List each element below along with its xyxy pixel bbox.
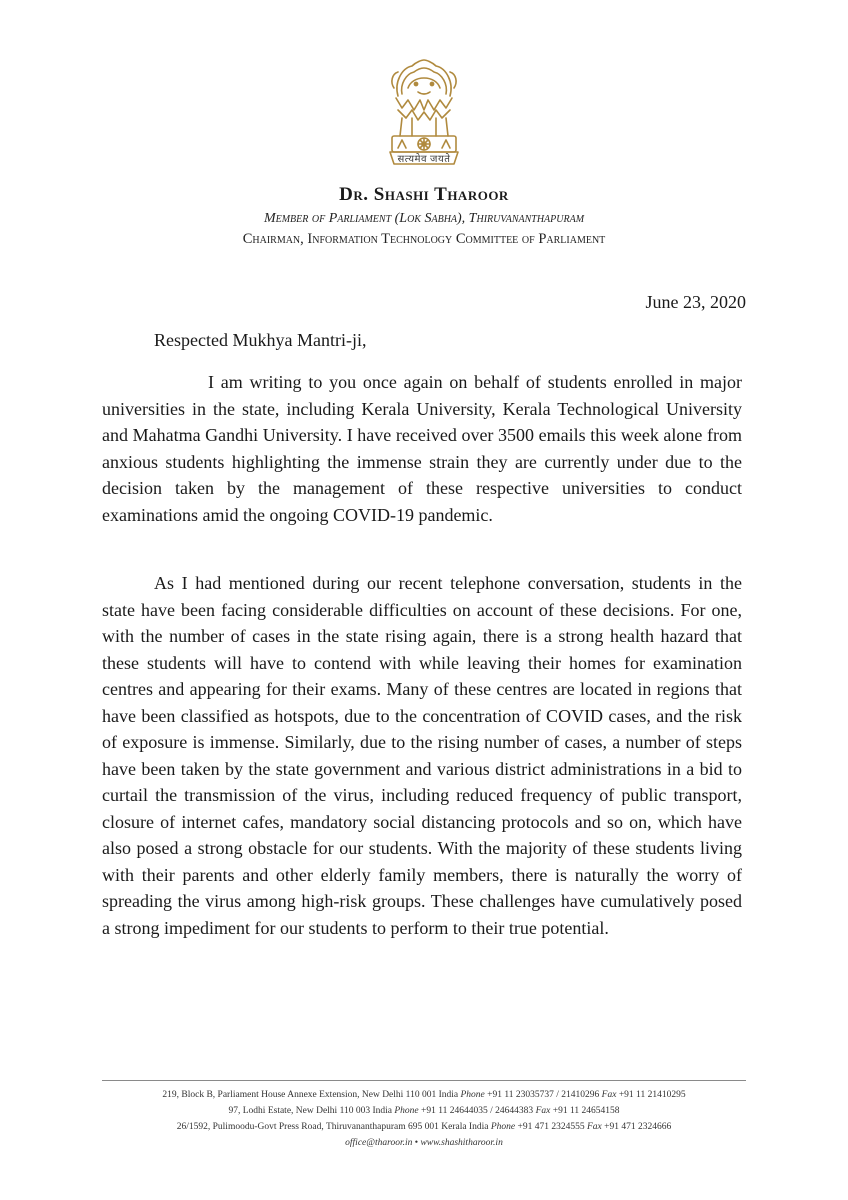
fax-number: +91 471 2324666	[604, 1122, 672, 1132]
website-link[interactable]: www.shashitharoor.in	[420, 1138, 503, 1148]
phone-number: +91 11 23035737 / 21410296	[487, 1090, 600, 1100]
phone-number: +91 11 24644035 / 24644383	[421, 1106, 534, 1116]
footer-line-delhi-office	[60, 1087, 788, 1103]
fax-label: Fax	[535, 1106, 551, 1116]
sender-title-line-1: Member of Parliament (Lok Sabha), Thiruvananthapuram	[263, 211, 585, 226]
fax-label: Fax	[601, 1090, 617, 1100]
footer-line-web	[60, 1135, 788, 1151]
footer-line-thiruvananthapuram	[60, 1119, 788, 1135]
phone-number: +91 471 2324555	[517, 1122, 585, 1132]
phone-label: Phone	[490, 1122, 516, 1132]
footer-divider	[102, 1080, 746, 1081]
fax-number: +91 11 24654158	[552, 1106, 620, 1116]
fax-number: +91 11 21410295	[618, 1090, 686, 1100]
body-paragraph-2: As I had mentioned during our recent telephone conversation, students in the state have been facing considerable difficulties on account of these decisions. For one, with the number of cases in the state rising again, there is a strong health hazard that these students will have to contend with while leaving their homes for examination centres and appearing for their exams. Many of these centres are located in regions that have been classified as hotspots, due to the concentration of COVID cases, and the risk of exposure is immense. Similarly, due to the rising number of cases, a number of steps have been taken by the state government and various district administrations in a bid to curtail the transmission of the virus, including reduced frequency of public transport, closure of internet cafes, mandatory social distancing protocols and so on, which have also posed a strong obstacle for our students. With the majority of these students living with their parents and other elderly family members, there is naturally the worry of spreading the virus among high-risk groups. These challenges have cumulatively posed a strong impediment for our students to perform to their true potential.	[102, 573, 742, 938]
footer-line-lodhi-estate	[60, 1103, 788, 1119]
phone-label: Phone	[460, 1090, 485, 1100]
salutation: Respected Mukhya Mantri-ji,	[154, 330, 367, 350]
separator: •	[414, 1138, 419, 1148]
address: 97, Lodhi Estate, New Delhi 110 003 India	[228, 1106, 392, 1116]
sender-name: Dr. Shashi Tharoor	[339, 184, 509, 205]
address: 219, Block B, Parliament House Annexe Extension, New Delhi 110 001 India	[162, 1090, 459, 1100]
address: 26/1592, Pulimoodu-Govt Press Road, Thiruvananthapuram 695 001 Kerala India	[176, 1122, 489, 1132]
phone-label: Phone	[394, 1106, 419, 1116]
fax-label: Fax	[586, 1122, 602, 1132]
letter-date: June 23, 2020	[645, 292, 746, 312]
footer-contact	[60, 1087, 788, 1151]
emblem-motto: सत्यमेव जयते	[397, 154, 451, 165]
body-paragraph-1: I am writing to you once again on behalf of students enrolled in major universities in the state, including Kerala University, Kerala Technological University and Mahatma Gandhi University. I have received over 3500 emails this week alone from anxious students highlighting the immense strain they are currently under due to the decision taken by the management of these respective universities to conduct examinations amid the ongoing COVID-19 pandemic.	[102, 372, 742, 525]
sender-title-line-2: Chairman, Information Technology Committee of Parliament	[242, 231, 606, 247]
email-link[interactable]: office@tharoor.in	[345, 1138, 413, 1148]
